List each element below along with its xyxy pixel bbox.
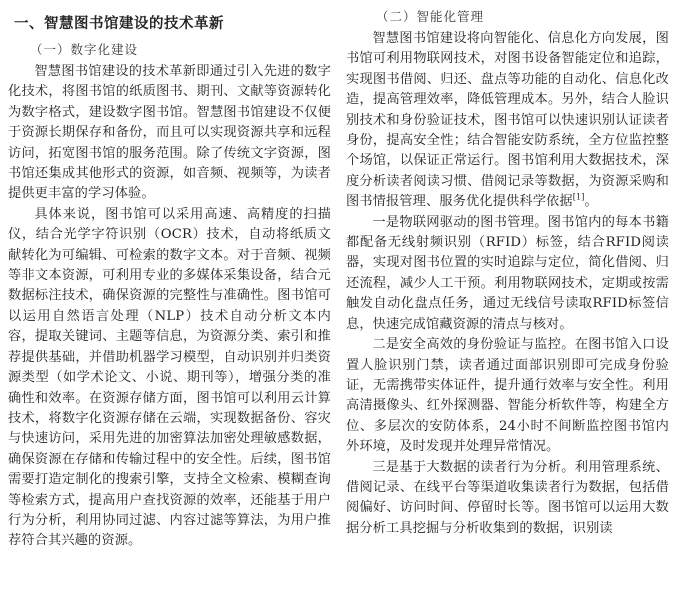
paragraph-intelligent-overview-text: 智慧图书馆建设将向智能化、信息化方向发展，图书馆可利用物联网技术，对图书设备智能定位和追踪，实现图书借阅、归还、盘点等功能的自动化、信息化改造，提高管理效率，降低管理成本。另外，结合人脸识别技术和身份验证技术，图书馆可以快速识别认证读者身份，提高安全性；结合智能安防系统，全方位监控整个场馆，以保证正常运行。图书馆利用大数据技术，深度分析读者阅读习惯、借阅记录等数据，为资源采购和图书情报管理、服务优化提供科学依据	[346, 31, 669, 210]
citation-reference: [1]	[572, 192, 585, 202]
right-column	[346, 0, 669, 539]
paragraph-identity-monitoring: 二是安全高效的身份验证与监控。在图书馆入口设置人脸识别门禁，读者通过面部识别即可完成身份验证，无需携带实体证件，提升通行效率与安全性。利用高清摄像头、红外探测器、智能分析软件等，构建全方位、多层次的安防体系，24小时不间断监控图书馆内外环境，及时发现并处理异常情况。	[346, 337, 669, 455]
paragraph-digitization-details: 具体来说，图书馆可以采用高速、高精度的扫描仪，结合光学字符识别（OCR）技术，自动将纸质文献转化为可编辑、可检索的数字文本。对于音频、视频等非文本资源，可利用专业的多媒体采集设备，结合元数据标注技术，确保资源的完整性与准确性。图书馆可以运用自然语言处理（NLP）技术自动分析文本内容，提取关键词、主题等信息，为资源分类、索引和推荐提供基础，并借助机器学习模型，自动识别并归类资源类型（如学术论文、小说、期刊等），增强分类的准确性和效率。在资源存储方面，图书馆可以利用云计算技术，将数字化资源存储在云端，实现数据备份、容灾与快速访问，采用先进的加密算法加密处理敏感数据，确保资源在存储和传输过程中的安全性。后续，图书馆需要打造定制化的搜索引擎，支持全文检索、模糊查询等检索方式，提高用户查找资源的效率，还能基于用户行为分析，利用协同过滤、内容过滤等算法，为用户推荐符合其兴趣的资源。	[8, 206, 331, 549]
paragraph-bigdata-analysis: 三是基于大数据的读者行为分析。利用管理系统、借阅记录、在线平台等渠道收集读者行为数据，包括借阅偏好、访问时间、停留时长等。图书馆可以运用大数据分析工具挖掘与分析收集到的数据，识别读	[346, 459, 669, 536]
paragraph-digitization-overview: 智慧图书馆建设的技术革新即通过引入先进的数字化技术，将图书馆的纸质图书、期刊、文献等资源转化为数字格式，建设数字图书馆。智慧图书馆建设不仅便于资源长期保存和备份，而且可以实现资源共享和远程访问，拓宽图书馆的服务范围。除了传统文字资源，图书馆还集成其他形式的资源，如音频、视频等，为读者提供更丰富的学习体验。	[8, 64, 331, 202]
section-heading: 一、智慧图书馆建设的技术革新	[14, 16, 224, 32]
paragraph-intelligent-overview	[346, 29, 669, 213]
paragraph-iot-management: 一是物联网驱动的图书管理。图书馆内的每本书籍都配备无线射频识别（RFID）标签，结合RFID阅读器，实现对图书位置的实时追踪与定位，简化借阅、归还流程，减少人工干预。利用物联网技术，定期或按需触发自动化盘点任务，通过无线信号读取RFID标签信息，快速完成馆藏资源的清点与核对。	[346, 214, 669, 332]
paragraph-intelligent-overview-end: 。	[584, 194, 598, 210]
subsection-heading-intelligent-management: （二）智能化管理	[376, 9, 485, 24]
left-column	[8, 0, 331, 552]
subsection-heading-digitization: （一）数字化建设	[30, 42, 139, 57]
